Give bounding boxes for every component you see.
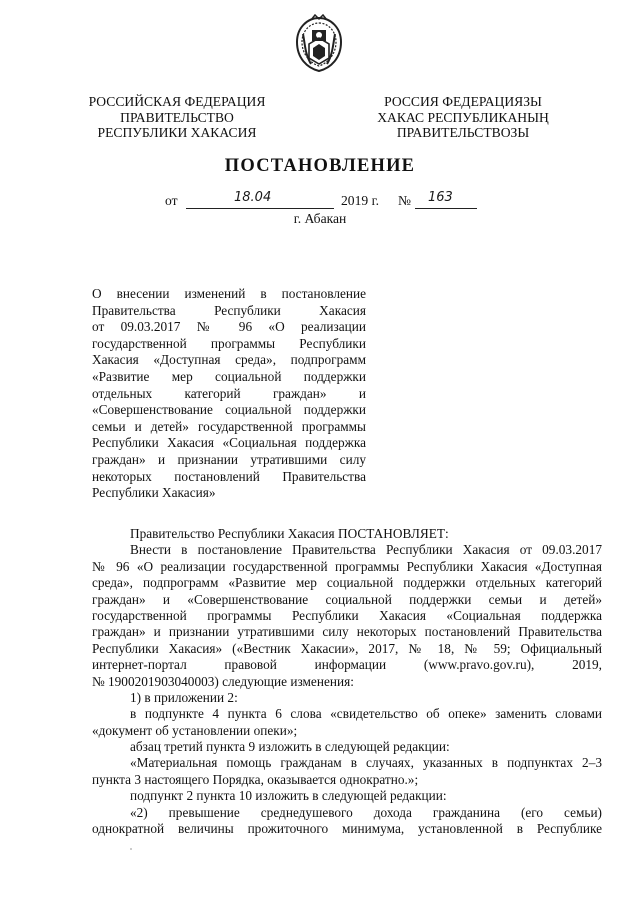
number-label: №	[398, 193, 411, 208]
coat-of-arms-emblem	[291, 14, 347, 74]
subject-block	[92, 286, 366, 502]
subject-line: «Совершенствование социальной поддержки	[92, 402, 366, 418]
subject-line: от 09.03.2017 № 96 «О реализации	[92, 319, 366, 335]
body-line: интернет-портал правовой информации (www.pravo.gov.ru), 2019,	[92, 657, 602, 673]
body-line: однократной величины прожиточного минимума, установленной в Республике	[92, 821, 602, 837]
body-line: в подпункте 4 пункта 6 слова «свидетельство об опеке» заменить словами	[130, 706, 602, 722]
body-line: Республики Хакасия» («Вестник Хакасии», 2017, № 18, № 59; Официальный	[92, 640, 602, 656]
body-line: № 96 «О реализации государственной программы Республики Хакасия «Доступная	[92, 558, 602, 574]
date-from-label: от	[165, 193, 178, 208]
scan-speck	[130, 848, 132, 850]
subject-line: Хакасия «Доступная среда», подпрограмм	[92, 352, 366, 368]
body-line: «2) превышение среднедушевого дохода гражданина (его семьи)	[130, 804, 602, 820]
subject-line: отдельных категорий граждан» и	[92, 385, 366, 401]
subject-line: Республики Хакасия «Социальная поддержка	[92, 435, 366, 451]
subject-line: О внесении изменений в постановление	[92, 286, 366, 301]
subject-line: Правительства Республики Хакасия	[92, 302, 366, 318]
subject-line: «Развитие мер социальной поддержки	[92, 368, 366, 384]
document-type-title: ПОСТАНОВЛЕНИЕ	[224, 156, 416, 176]
handwritten-date: 18.04	[234, 190, 272, 205]
body-line: граждан» и признании утратившими силу некоторых постановлений Правительства	[92, 624, 602, 640]
body-line: № 1900201903040003) следующие изменения:	[92, 673, 354, 689]
header-right-line: ХАКАС РЕСПУБЛИКАНЫҢ	[377, 109, 549, 125]
body-line: «документ об установлении опеки»;	[92, 722, 298, 738]
subject-line: Республики Хакасия»	[92, 485, 216, 501]
number-underline	[415, 208, 477, 209]
date-number-line	[0, 190, 640, 213]
header-right-line: РОССИЯ ФЕДЕРАЦИЯЗЫ	[384, 94, 542, 109]
header-left-line: РЕСПУБЛИКИ ХАКАСИЯ	[97, 125, 257, 140]
header-left-russian	[66, 94, 288, 141]
body-line: Внести в постановление Правительства Республики Хакасия от 09.03.2017	[130, 542, 602, 558]
body-line: государственной программы Республики Хакасия «Социальная поддержка	[92, 607, 602, 623]
body-line: Правительство Республики Хакасия ПОСТАНОВЛЯЕТ:	[130, 526, 449, 541]
body-line: 1) в приложении 2:	[130, 689, 238, 705]
body-line: пункта 3 настоящего Порядка, оказывается однократно.»;	[92, 771, 419, 787]
city-name: г. Абакан	[293, 211, 347, 226]
subject-line: граждан» и признании утратившими силу	[92, 451, 366, 467]
subject-line: государственной программы Республики	[92, 335, 366, 351]
header-right-khakas	[352, 94, 574, 141]
date-underline	[186, 208, 334, 209]
header-right-line: ПРАВИТЕЛЬСТВОЗЫ	[396, 125, 530, 140]
body-line: подпункт 2 пункта 10 изложить в следующей редакции:	[130, 788, 447, 804]
body-line: абзац третий пункта 9 изложить в следующей редакции:	[130, 739, 450, 755]
body-line: граждан» и «Совершенствование социальной поддержки семьи и детей»	[92, 591, 602, 607]
handwritten-number: 163	[428, 190, 453, 205]
header-left-line: ПРАВИТЕЛЬСТВО	[120, 109, 234, 125]
header-left-line: РОССИЙСКАЯ ФЕДЕРАЦИЯ	[88, 94, 266, 109]
body-line: среда», подпрограмм «Развитие мер социальной поддержки отдельных категорий	[92, 575, 602, 591]
subject-line: семьи и детей» государственной программы	[92, 418, 366, 434]
body-text	[92, 526, 602, 837]
subject-line: некоторых постановлений Правительства	[92, 468, 366, 484]
year-text: 2019 г.	[341, 193, 380, 208]
body-line: «Материальная помощь гражданам в случаях, указанных в подпунктах 2–3	[130, 755, 602, 771]
